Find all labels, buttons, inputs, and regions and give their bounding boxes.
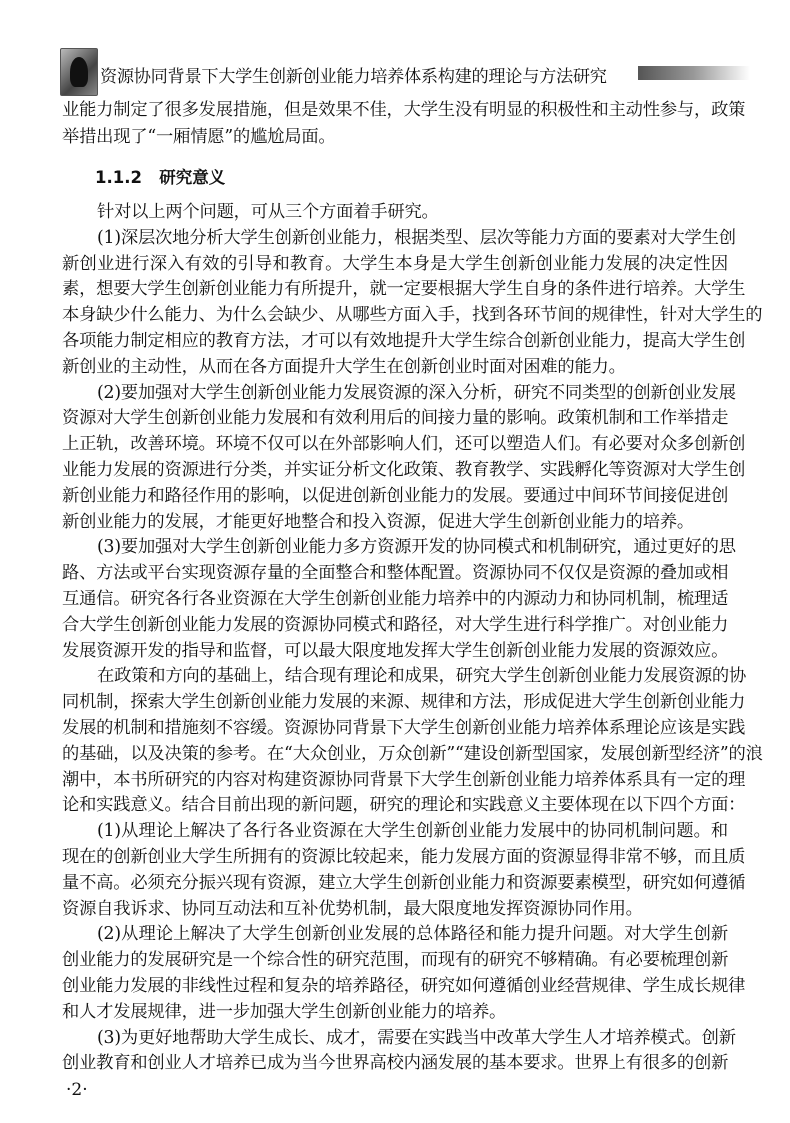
text-line: 同机制，探索大学生创新创业能力发展的来源、规律和方法，形成促进大学生创新创业能力: [62, 692, 746, 713]
text-line: 量不高。必须充分振兴现有资源，建立大学生创新创业能力和资源要素模型，研究如何遵循: [62, 872, 746, 893]
text-line: 新创业能力和路径作用的影响，以促进创新创业能力的发展。要通过中间环节间接促进创: [62, 485, 729, 506]
page-number: ·2·: [66, 1080, 88, 1100]
running-header: [60, 48, 700, 96]
section-heading: [95, 164, 225, 188]
text-line: 上正轨，改善环境。环境不仅可以在外部影响人们，还可以塑造人们。有必要对众多创新创: [62, 434, 746, 455]
text-line: 新创业进行深入有效的引导和教育。大学生本身是大学生创新创业能力发展的决定性因: [62, 253, 728, 274]
paragraph-first-line: (3)为更好地帮助大学生成长、成才，需要在实践当中改革大学生人才培养模式。创新: [97, 1027, 736, 1048]
header-gradient-bar: [638, 66, 750, 80]
paragraph-first-line: (3)要加强对大学生创新创业能力多方资源开发的协同模式和机制研究，通过更好的思: [97, 537, 736, 558]
paragraph-first-line: 针对以上两个问题，可从三个方面着手研究。: [97, 202, 439, 222]
text-line: 的基础，以及决策的参考。在“大众创业，万众创新”“建设创新型国家，发展创新型经济”的浪: [62, 743, 763, 764]
text-line: 举措出现了“一厢情愿”的尴尬局面。: [62, 127, 336, 147]
text-line: 创业能力的发展研究是一个综合性的研究范围，而现有的研究不够精确。有必要梳理创新: [62, 950, 729, 971]
text-line: 素，想要大学生创新创业能力有所提升，就一定要根据大学生自身的条件进行培养。大学生: [62, 279, 746, 300]
text-line: 创业能力发展的非线性过程和复杂的培养路径，研究如何遵循创业经营规律、学生成长规律: [62, 976, 746, 996]
text-line: 新创业能力的发展，才能更好地整合和投入资源，促进大学生创新创业能力的培养。: [62, 511, 695, 532]
paragraph-first-line: (1)从理论上解决了各行各业资源在大学生创新创业能力发展中的协同机制问题。和: [97, 821, 728, 842]
text-line: 互通信。研究各行各业资源在大学生创新创业能力培养中的内源动力和协同机制，梳理适: [62, 589, 729, 609]
section-title: 研究意义: [159, 168, 226, 187]
text-line: 路、方法或平台实现资源存量的全面整合和整体配置。资源协同不仅仅是资源的叠加或相: [62, 563, 729, 584]
paragraph-first-line: (2)从理论上解决了大学生创新创业发展的总体路径和能力提升问题。对大学生创新: [97, 924, 728, 945]
text-line: 合大学生创新创业能力发展的资源协同模式和路径，对大学生进行科学推广。对创业能力: [62, 614, 729, 635]
text-line: 本身缺少什么能力、为什么会缺少、从哪些方面入手，找到各环节间的规律性，针对大学生的: [62, 305, 763, 326]
head-silhouette-logo-icon: [60, 48, 98, 96]
paragraph-first-line: 在政策和方向的基础上，结合现有理论和成果，研究大学生创新创业能力发展资源的协: [97, 666, 747, 687]
text-line: 业能力制定了很多发展措施，但是效果不佳，大学生没有明显的积极性和主动性参与，政策: [62, 100, 746, 120]
text-line: 论和实践意义。结合目前出现的新问题，研究的理论和实践意义主要体现在以下四个方面：: [62, 795, 746, 816]
text-line: 资源对大学生创新创业能力发展和有效利用后的间接力量的影响。政策机制和工作举措走: [62, 408, 729, 429]
text-line: 新创业的主动性，从而在各方面提升大学生在创新创业时面对困难的能力。: [62, 356, 626, 377]
text-line: 和人才发展规律，进一步加强大学生创新创业能力的培养。: [62, 1001, 507, 1022]
text-line: 发展的机制和措施刻不容缓。资源协同背景下大学生创新创业能力培养体系理论应该是实践: [62, 718, 746, 738]
running-title: 资源协同背景下大学生创新创业能力培养体系构建的理论与方法研究: [100, 67, 607, 87]
text-line: 发展资源开发的指导和监督，可以最大限度地发挥大学生创新创业能力发展的资源效应。: [62, 640, 729, 661]
paragraph-first-line: (2)要加强对大学生创新创业能力发展资源的深入分析，研究不同类型的创新创业发展: [97, 382, 736, 403]
text-line: 业能力发展的资源进行分类，并实证分析文化政策、教育教学、实践孵化等资源对大学生创: [62, 460, 746, 480]
text-line: 资源自我诉求、协同互动法和互补优势机制，最大限度地发挥资源协同作用。: [62, 898, 643, 919]
section-number: 1.1.2: [95, 168, 142, 187]
text-line: 各项能力制定相应的教育方法，才可以有效地提升大学生综合创新创业能力，提高大学生创: [62, 331, 746, 351]
text-line: 潮中，本书所研究的内容对构建资源协同背景下大学生创新创业能力培养体系具有一定的理: [62, 769, 746, 790]
text-line: 创业教育和创业人才培养已成为当今世界高校内涵发展的基本要求。世界上有很多的创新: [62, 1053, 729, 1074]
text-line: 现在的创新创业大学生所拥有的资源比较起来，能力发展方面的资源显得非常不够，而且质: [62, 847, 746, 867]
paragraph-first-line: (1)深层次地分析大学生创新创业能力，根据类型、层次等能力方面的要素对大学生创: [97, 227, 736, 248]
